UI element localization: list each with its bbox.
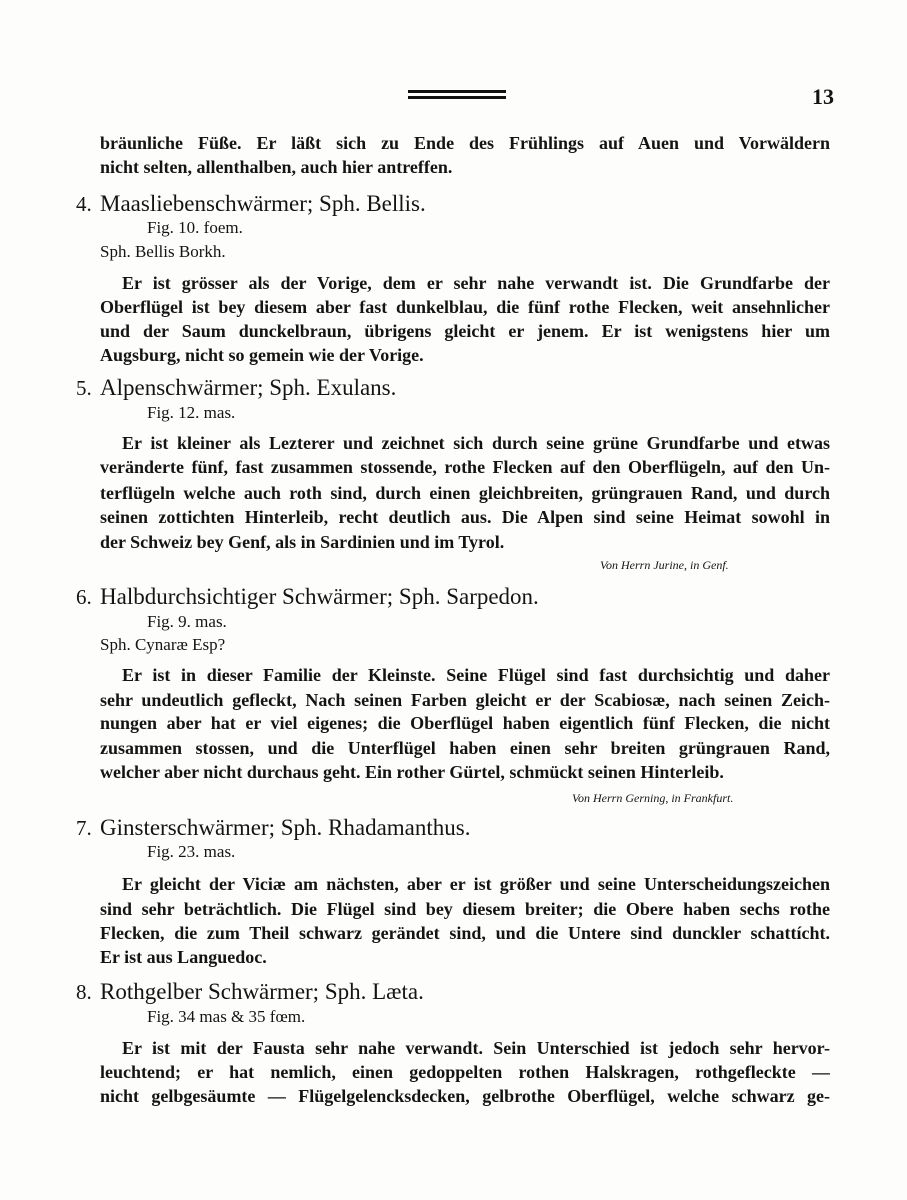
entry-heading: Alpenschwärmer; Sph. Exulans. bbox=[100, 375, 397, 400]
text-line: nicht gelbgesäumte — Flügelgelencksdecken, gelbrothe Oberflügel, welche schwarz ge- bbox=[100, 1086, 830, 1106]
header-rule bbox=[408, 96, 506, 99]
figure-reference: Fig. 23. mas. bbox=[147, 842, 236, 861]
text-line: seinen zottichten Hinterleib, recht deutlich aus. Die Alpen sind seine Heimat sowohl in bbox=[100, 507, 830, 527]
text-line: Er ist grösser als der Vorige, dem er sehr nahe verwandt ist. Die Grundfarbe der bbox=[122, 273, 830, 293]
text-line: welcher aber nicht durchaus geht. Ein rother Gürtel, schmückt seinen Hinterleib. bbox=[100, 762, 724, 782]
credit-line: Von Herrn Gerning, in Frankfurt. bbox=[572, 791, 734, 805]
synonym: Sph. Bellis Borkh. bbox=[100, 242, 226, 261]
text-line: und der Saum dunckelbraun, übrigens gleicht er jenem. Er ist wenigstens hier um bbox=[100, 321, 830, 341]
figure-reference: Fig. 9. mas. bbox=[147, 612, 227, 631]
entry-heading: Halbdurchsichtiger Schwärmer; Sph. Sarpedon. bbox=[100, 584, 539, 609]
entry-number: 8. bbox=[76, 980, 92, 1004]
figure-reference: Fig. 34 mas & 35 fœm. bbox=[147, 1007, 306, 1026]
entry-number: 4. bbox=[76, 192, 92, 216]
text-line: Er ist aus Languedoc. bbox=[100, 947, 267, 967]
entry-number: 7. bbox=[76, 816, 92, 840]
text-line: Er gleicht der Viciæ am nächsten, aber er ist größer und seine Unterscheidungszeichen bbox=[122, 874, 830, 894]
intro-line: bräunliche Füße. Er läßt sich zu Ende des Frühlings auf Auen und Vorwäldern bbox=[100, 133, 830, 153]
text-line: nungen aber hat er viel eigenes; die Oberflügel haben eigentlich fünf Flecken, die nicht bbox=[100, 713, 830, 733]
entry-number: 5. bbox=[76, 376, 92, 400]
text-line: terflügeln welche auch roth sind, durch einen gleichbreiten, grüngrauen Rand, und durch bbox=[100, 483, 830, 503]
text-line: Er ist kleiner als Lezterer und zeichnet sich durch seine grüne Grundfarbe und etwas bbox=[122, 433, 830, 453]
entry-number: 6. bbox=[76, 585, 92, 609]
text-line: Oberflügel ist bey diesem aber fast dunkelblau, die fünf rothe Flecken, weit ansehnlicher bbox=[100, 297, 830, 317]
figure-reference: Fig. 10. foem. bbox=[147, 218, 243, 237]
entry-heading: Ginsterschwärmer; Sph. Rhadamanthus. bbox=[100, 815, 471, 840]
text-line: Er ist in dieser Familie der Kleinste. Seine Flügel sind fast durchsichtig und daher bbox=[122, 665, 830, 685]
text-line: veränderte fünf, fast zusammen stossende, rothe Flecken auf den Oberflügeln, auf den Un- bbox=[100, 457, 830, 477]
header-rule bbox=[408, 90, 506, 93]
page-number: 13 bbox=[812, 84, 834, 109]
text-line: der Schweiz bey Genf, als in Sardinien und im Tyrol. bbox=[100, 532, 505, 552]
entry-heading: Rothgelber Schwärmer; Sph. Læta. bbox=[100, 979, 424, 1004]
text-line: leuchtend; er hat nemlich, einen gedoppelten rothen Halskragen, rothgefleckte — bbox=[100, 1062, 830, 1082]
credit-line: Von Herrn Jurine, in Genf. bbox=[600, 558, 729, 572]
intro-line: nicht selten, allenthalben, auch hier antreffen. bbox=[100, 157, 453, 177]
entry-heading: Maasliebenschwärmer; Sph. Bellis. bbox=[100, 191, 426, 216]
text-line: sehr undeutlich gefleckt, Nach seinen Farben gleicht er der Scabiosæ, nach seinen Zeich- bbox=[100, 690, 830, 710]
text-line: sind sehr beträchtlich. Die Flügel sind bey diesem breiter; die Obere haben sechs rothe bbox=[100, 899, 830, 919]
text-line: Flecken, die zum Theil schwarz gerändet sind, und die Untere sind dunckler schattícht. bbox=[100, 923, 830, 943]
synonym: Sph. Cynaræ Esp? bbox=[100, 635, 226, 654]
text-line: zusammen stossen, und die Unterflügel haben einen sehr breiten grüngrauen Rand, bbox=[100, 738, 830, 758]
text-line: Er ist mit der Fausta sehr nahe verwandt. Sein Unterschied ist jedoch sehr hervor- bbox=[122, 1038, 830, 1058]
text-line: Augsburg, nicht so gemein wie der Vorige. bbox=[100, 345, 424, 365]
figure-reference: Fig. 12. mas. bbox=[147, 403, 236, 422]
